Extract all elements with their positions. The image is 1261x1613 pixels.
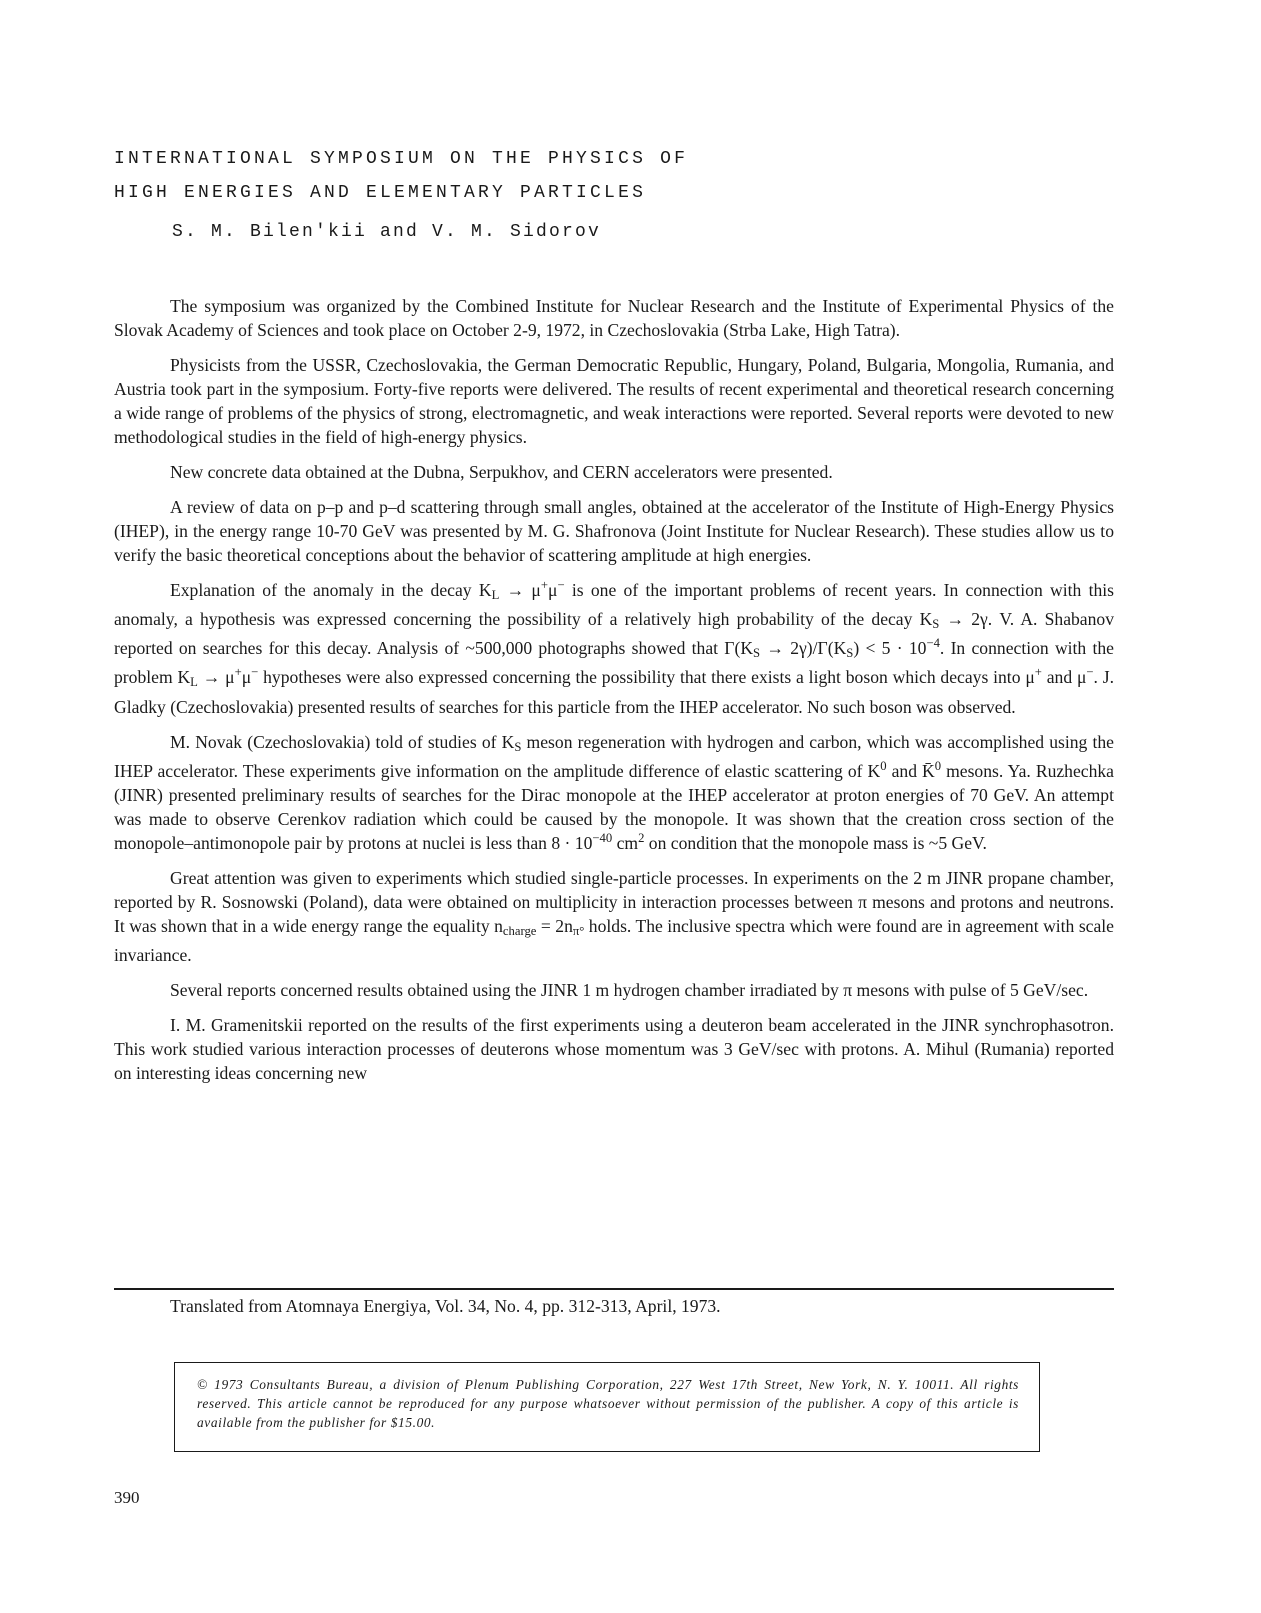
text-run: mesons. Ya. Ruzhechka (JINR) presented preliminary results of searches for the Dirac monopole at the IHEP accelerator at proton energies of 70 GeV. An attempt was made to observe Cerenkov radiation which could be caused by the monopole. It was shown that the creation cross section of the monopole–antimonopole pair by protons at nuclei is less than 8 · 10 — [114, 760, 1114, 853]
subscript: S — [932, 617, 940, 632]
translation-note: Translated from Atomnaya Energiya, Vol. 34, No. 4, pp. 312-313, April, 1973. — [170, 1296, 721, 1316]
text-run: ) < 5 · 10 — [853, 638, 927, 659]
paragraph-6 — [114, 730, 1114, 855]
superscript: + — [234, 665, 242, 680]
text-run: μ — [241, 667, 252, 688]
superscript: 0 — [934, 758, 942, 773]
paragraph-4: A review of data on p–p and p–d scattering through small angles, obtained at the accelerator of the Institute of High-Energy Physics (IHEP), in the energy range 10-70 GeV was presented by M. G. Shafronova (Joint Institute for Nuclear Research). These studies allow us to verify the basic theoretical conceptions about the behavior of scattering amplitude at high energies. — [114, 497, 1114, 565]
text-run: meson regeneration with hydrogen and carbon, which was accomplished using the IHEP accelerator. These experiments give information on the amplitude difference of elastic scattering of K — [114, 731, 1114, 781]
paragraph-8: Several reports concerned results obtained using the JINR 1 m hydrogen chamber irradiated by π mesons with pulse of 5 GeV/sec. — [170, 979, 1089, 1000]
superscript: + — [1034, 665, 1042, 680]
text-run: → 2γ. V. A. Shabanov reported on searches for this decay. Analysis of ~500,000 photographs showed that Γ(K — [114, 609, 1114, 659]
superscript: − — [251, 665, 259, 680]
text-run: → 2γ)/Γ(K — [760, 638, 847, 659]
text-run: . J. Gladky (Czechoslovakia) presented results of searches for this particle from the IHEP accelerator. No such boson was observed. — [114, 667, 1114, 717]
title-line-2: HIGH ENERGIES AND ELEMENTARY PARTICLES — [114, 183, 647, 203]
text-run: Great attention was given to experiments which studied single-particle processes. In experiments on the 2 m JINR propane chamber, reported by R. Sosnowski (Poland), data were obtained on multiplicity in interaction processes between π mesons and protons and neutrons. It was shown that in a wide energy range the equality n — [114, 867, 1114, 936]
superscript: − — [1086, 665, 1094, 680]
text-run: → μ — [197, 667, 235, 688]
text-run: . In connection with the problem K — [114, 638, 1114, 688]
paragraph-2: Physicists from the USSR, Czechoslovakia, the German Democratic Republic, Hungary, Poland, Bulgaria, Mongolia, Rumania, and Austria took part in the symposium. Forty-five reports were delivered. The results of recent experimental and theoretical research concerning a wide range of problems of the physics of strong, electromagnetic, and weak interactions were reported. Several reports were devoted to new methodological studies in the field of high-energy physics. — [114, 355, 1114, 447]
paragraph-3: New concrete data obtained at the Dubna, Serpukhov, and CERN accelerators were presented. — [170, 462, 833, 482]
superscript: −4 — [926, 636, 940, 651]
text-run: μ — [548, 580, 558, 600]
title-line-1: INTERNATIONAL SYMPOSIUM ON THE PHYSICS OF — [114, 149, 689, 169]
text-run: = 2n — [536, 915, 573, 936]
text-run: and K̄ — [886, 760, 935, 781]
superscript: + — [540, 578, 549, 593]
paragraph-7 — [114, 866, 1114, 967]
text-run: and μ — [1041, 667, 1087, 688]
article-title — [114, 142, 874, 210]
copyright-box — [174, 1362, 1040, 1452]
subscript: π° — [572, 923, 585, 938]
page-number: 390 — [114, 1488, 140, 1507]
subscript: charge — [502, 923, 537, 938]
text-run: cm — [612, 832, 639, 853]
subscript: L — [190, 675, 198, 690]
subscript: S — [753, 646, 761, 661]
footnote-divider — [114, 1288, 1114, 1290]
paragraph-5 — [114, 578, 1114, 719]
superscript: 0 — [880, 758, 887, 773]
paragraph-9: I. M. Gramenitskii reported on the results of the first experiments using a deuteron beam accelerated in the JINR synchrophasotron. This work studied various interaction processes of deuterons whose momentum was 3 GeV/sec with protons. A. Mihul (Rumania) reported on interesting ideas concerning new — [114, 1014, 1114, 1083]
paragraph-1: The symposium was organized by the Combined Institute for Nuclear Research and the Institute of Experimental Physics of the Slovak Academy of Sciences and took place on October 2-9, 1972, in Czechoslovakia (Strba Lake, High Tatra). — [114, 296, 1114, 340]
article-authors: S. M. Bilen'kii and V. M. Sidorov — [172, 222, 602, 242]
text-run: M. Novak (Czechoslovakia) told of studies of K — [170, 731, 515, 752]
text-run: on condition that the monopole mass is ~5 GeV. — [644, 832, 987, 853]
text-run: → μ — [499, 580, 541, 600]
subscript: S — [514, 739, 522, 754]
subscript: L — [491, 588, 500, 603]
text-run: hypotheses were also expressed concerning the possibility that there exists a light boson which decays into μ — [258, 667, 1035, 688]
text-run: holds. The inclusive spectra which were found are in agreement with scale invariance. — [114, 915, 1114, 965]
article-body — [114, 294, 1114, 1096]
superscript: − — [557, 578, 565, 593]
text-run: is one of the important problems of recent years. In connection with this anomaly, a hypothesis was expressed concerning the possibility of a relatively high probability of the decay K — [114, 580, 1114, 630]
subscript: S — [846, 646, 854, 661]
superscript: −40 — [592, 830, 613, 845]
copyright-notice: © 1973 Consultants Bureau, a division of Plenum Publishing Corporation, 227 West 17th Street, New York, N. Y. 10011. All rights reserved. This article cannot be reproduced for any purpose whatsoever without permission of the publisher. A copy of this article is available from the publisher for $15.00. — [197, 1377, 1019, 1430]
superscript: 2 — [638, 830, 645, 845]
text-run: Explanation of the anomaly in the decay K — [170, 580, 492, 600]
